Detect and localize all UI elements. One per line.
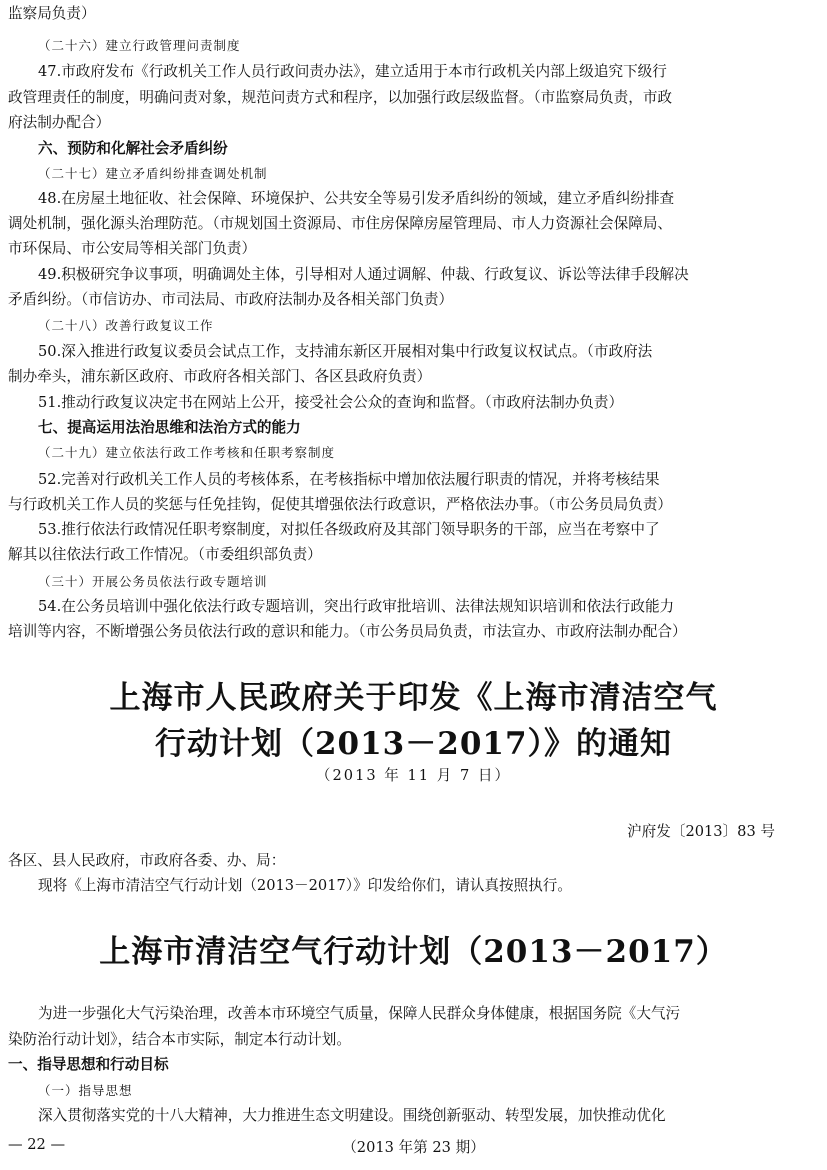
text-line: 50.深入推进行政复议委员会试点工作，支持浦东新区开展相对集中行政复议权试点。（市政府法 — [38, 343, 653, 360]
text-line: 府法制办配合） — [8, 114, 111, 131]
text-line: 54.在公务员培训中强化依法行政专题培训，突出行政审批培训、法律法规知识培训和依法行政能力 — [38, 598, 675, 615]
section-heading: 六、预防和化解社会矛盾纠纷 — [38, 140, 228, 157]
text-line: 监察局负责） — [8, 5, 96, 22]
section-heading: 七、提高运用法治思维和法治方式的能力 — [38, 419, 301, 436]
text-line: 52.完善对行政机关工作人员的考核体系，在考核指标中增加依法履行职责的情况，并将考核结果 — [38, 471, 660, 488]
issue-label: （2013 年第 23 期） — [342, 1139, 485, 1156]
subsection-heading: （二十六）建立行政管理问责制度 — [38, 38, 241, 53]
subsection-heading: （二十八）改善行政复议工作 — [38, 318, 214, 333]
text-line: 调处机制，强化源头治理防范。（市规划国土资源局、市住房保障房屋管理局、市人力资源社会保障局、 — [8, 215, 673, 232]
subsection-heading: （二十七）建立矛盾纠纷排查调处机制 — [38, 166, 268, 181]
notice-title-line1: 上海市人民政府关于印发《上海市清洁空气 — [109, 680, 718, 716]
text-line: 49.积极研究争议事项，明确调处主体，引导相对人通过调解、仲裁、行政复议、诉讼等法律手段解决 — [38, 266, 689, 283]
text-line: 47.市政府发布《行政机关工作人员行政问责办法》，建立适用于本市行政机关内部上级追究下级行 — [38, 63, 667, 80]
subsection-heading: （二十九）建立依法行政工作考核和任职考察制度 — [38, 445, 336, 460]
page-number: — 22 — — [8, 1136, 66, 1153]
section-heading: 一、指导思想和行动目标 — [8, 1056, 169, 1073]
text-line: 矛盾纠纷。（市信访办、市司法局、市政府法制办及各相关部门负责） — [8, 291, 454, 308]
text-line: 51.推动行政复议决定书在网站上公开，接受社会公众的查询和监督。（市政府法制办负责） — [38, 394, 624, 411]
text-line: 染防治行动计划》，结合本市实际，制定本行动计划。 — [8, 1031, 351, 1048]
plan-title: 上海市清洁空气行动计划（2013－2017） — [99, 934, 728, 970]
text-line: 政管理责任的制度，明确问责对象，规范问责方式和程序，以加强行政层级监督。（市监察局负责，市政 — [8, 89, 673, 106]
text-line: 解其以往依法行政工作情况。（市委组织部负责） — [8, 546, 322, 563]
text-line: 深入贯彻落实党的十八大精神，大力推进生态文明建设。围绕创新驱动、转型发展，加快推动优化 — [38, 1107, 666, 1124]
doc-number: 沪府发〔2013〕83 号 — [627, 823, 775, 840]
subsection-heading: （一）指导思想 — [38, 1083, 133, 1098]
notice-date: （2013 年 11 月 7 日） — [315, 767, 512, 784]
text-line: 53.推行依法行政情况任职考察制度，对拟任各级政府及其部门领导职务的干部，应当在考察中了 — [38, 521, 660, 538]
subsection-heading: （三十）开展公务员依法行政专题培训 — [38, 574, 268, 589]
text-line: 48.在房屋土地征收、社会保障、环境保护、公共安全等易引发矛盾纠纷的领域，建立矛盾纠纷排查 — [38, 190, 675, 207]
text-line: 为进一步强化大气污染治理，改善本市环境空气质量，保障人民群众身体健康，根据国务院《大气污 — [38, 1005, 681, 1022]
text-line: 与行政机关工作人员的奖惩与任免挂钩，促使其增强依法行政意识，严格依法办事。（市公务员局负责） — [8, 496, 673, 513]
notice-body: 现将《上海市清洁空气行动计划（2013－2017）》印发给你们，请认真按照执行。 — [38, 877, 572, 894]
text-line: 培训等内容，不断增强公务员依法行政的意识和能力。（市公务员局负责，市法宣办、市政府法制办配合） — [8, 623, 687, 640]
addressee: 各区、县人民政府，市政府各委、办、局： — [8, 852, 286, 869]
text-line: 市环保局、市公安局等相关部门负责） — [8, 240, 257, 257]
notice-title-line2: 行动计划（2013－2017）》的通知 — [154, 726, 673, 762]
text-line: 制办牵头，浦东新区政府、市政府各相关部门、各区县政府负责） — [8, 368, 432, 385]
